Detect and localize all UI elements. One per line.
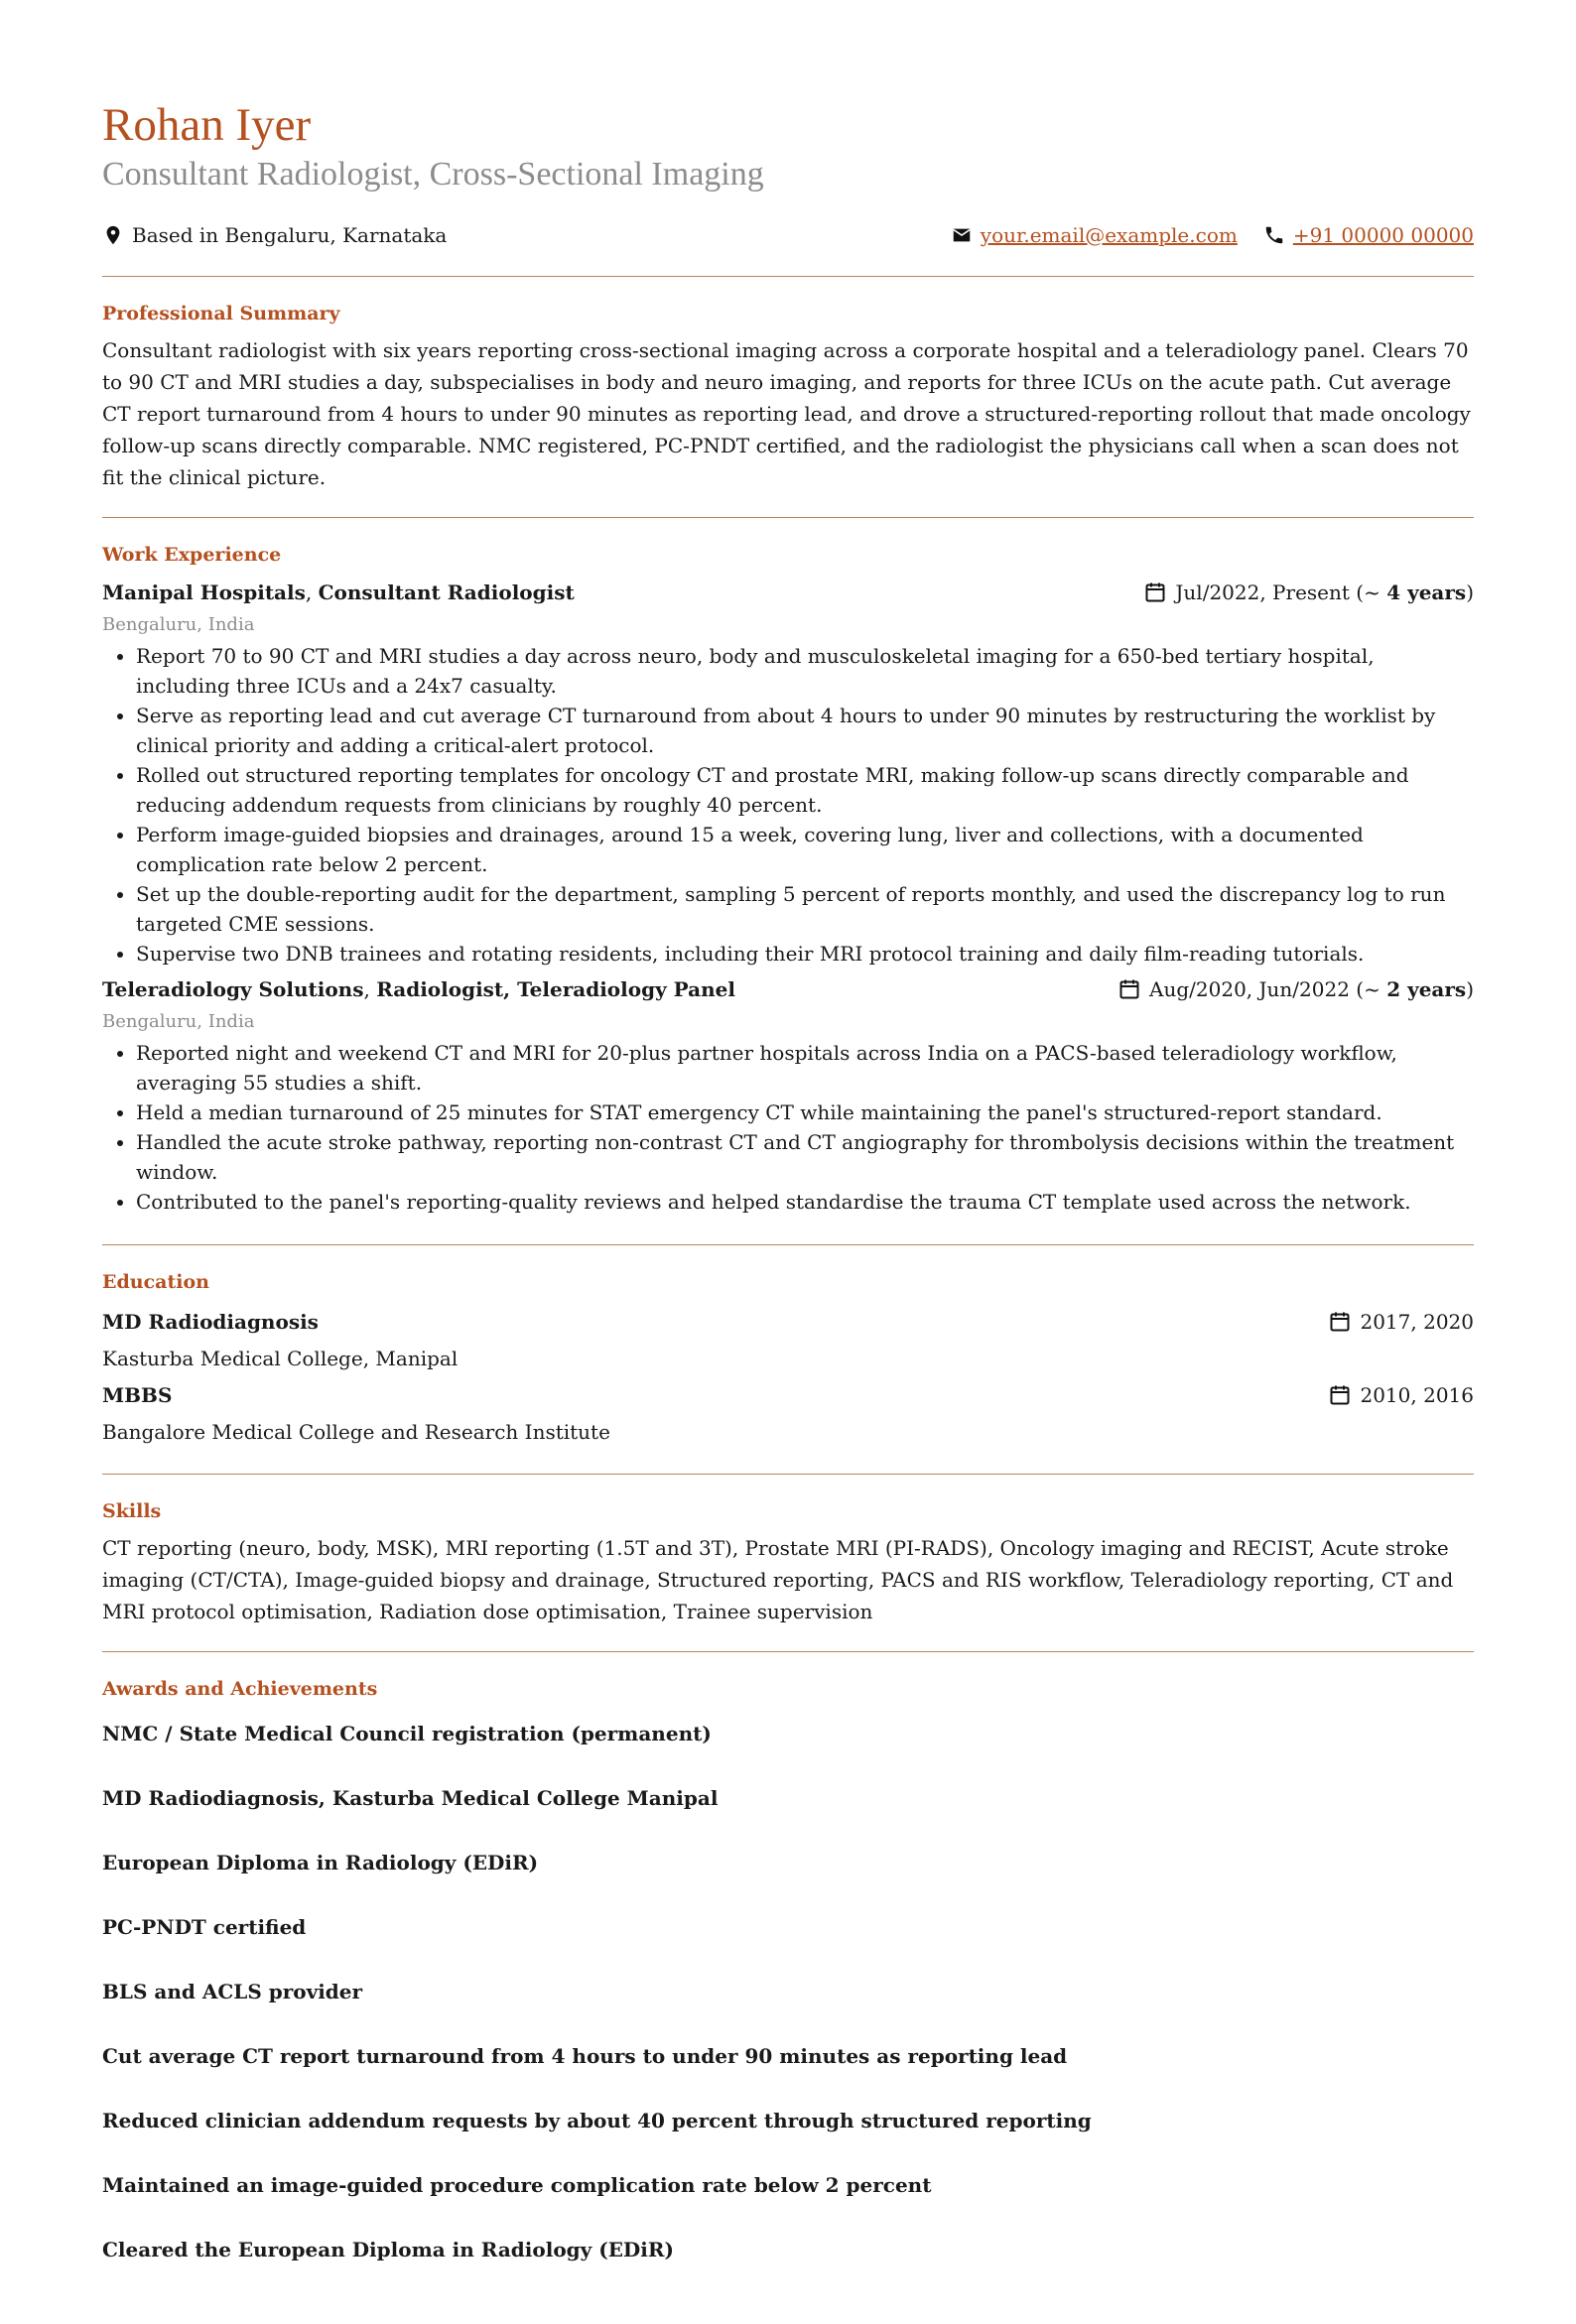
phone-icon: [1263, 224, 1285, 246]
job-bullet: • Report 70 to 90 CT and MRI studies a day across neuro, body and musculoskeletal imaging for a 650-bed tertiary hospital, including three ICUs and a 24x7 casualty.: [136, 641, 1474, 701]
job-bullet: • Supervise two DNB trainees and rotating residents, including their MRI protocol training and daily film-reading tutorials.: [136, 939, 1474, 968]
awards-heading: Awards and Achievements: [102, 1678, 378, 1700]
experience-section: [102, 518, 1474, 1244]
candidate-name: Rohan Iyer: [102, 99, 312, 151]
job-entry: [102, 972, 1474, 1217]
location: [102, 223, 447, 247]
skills-section: [102, 1475, 1474, 1651]
degree: MD Radiodiagnosis: [102, 1310, 319, 1334]
candidate-headline: Consultant Radiologist, Cross-Sectional Imaging: [102, 156, 764, 193]
job-header: [102, 576, 1474, 609]
job-bullet: • Set up the double-reporting audit for the department, sampling 5 percent of reports monthly, and used the discrepancy log to run targeted CME sessions.: [136, 879, 1474, 939]
degree: MBBS: [102, 1383, 173, 1407]
summary-text: Consultant radiologist with six years reporting cross-sectional imaging across a corporate hospital and a teleradiology panel. Clears 70 to 90 CT and MRI studies a day, subspecialises in body and neuro imaging, and reports for three ICUs on the acute path. Cut average CT report turnaround from 4 hours to under 90 minutes as reporting lead, and drove a structured-reporting rollout that made oncology follow-up scans directly comparable. NMC registered, PC-PNDT certified, and the radiologist the physicians call when a scan does not fit the clinical picture.: [102, 338, 1471, 489]
institution: Kasturba Medical College, Manipal: [102, 1347, 459, 1370]
job-entry: [102, 576, 1474, 968]
job-duration: 2 years: [1386, 977, 1467, 1001]
email-link[interactable]: your.email@example.com: [980, 223, 1238, 247]
skills-heading: Skills: [102, 1500, 162, 1522]
contact-row: [102, 220, 1474, 250]
job-bullets: [102, 641, 1474, 968]
job-company: Teleradiology Solutions: [102, 977, 364, 1001]
job-role: Radiologist, Teleradiology Panel: [376, 977, 735, 1001]
education-section: [102, 1245, 1474, 1474]
job-date-range: Jul/2022, Present (~: [1175, 581, 1380, 604]
job-dates: Aug/2020, Jun/2022 (~ 2 years ): [1117, 972, 1474, 1006]
job-duration: 4 years: [1386, 581, 1467, 604]
education-header: [102, 1376, 1474, 1414]
education-dates: [1328, 1376, 1474, 1414]
job-date-range: Aug/2020, Jun/2022 (~: [1149, 977, 1380, 1001]
job-location: Bengaluru, India: [102, 614, 255, 635]
location-text: Based in Bengaluru, Karnataka: [132, 223, 448, 247]
award-item: Cut average CT report turnaround from 4 hours to under 90 minutes as reporting lead: [102, 2044, 1068, 2068]
education-date-range: 2017, 2020: [1360, 1310, 1474, 1334]
job-dates: Jul/2022, Present (~ 4 years ): [1143, 576, 1474, 609]
education-header: [102, 1303, 1474, 1341]
calendar-icon: [1143, 581, 1167, 604]
skills-text: CT reporting (neuro, body, MSK), MRI reporting (1.5T and 3T), Prostate MRI (PI-RADS), Oncology imaging and RECIST, Acute stroke imaging (CT/CTA), Image-guided biopsy and drainage, Structured reporting, PACS and RIS workflow, Teleradiology reporting, CT and MRI protocol optimisation, Radiation dose optimisation, Trainee supervision: [102, 1536, 1454, 1623]
education-dates: [1328, 1303, 1474, 1341]
award-item: Reduced clinician addendum requests by about 40 percent through structured reporting: [102, 2109, 1092, 2132]
award-item: PC-PNDT certified: [102, 1915, 307, 1939]
education-heading: Education: [102, 1271, 209, 1293]
awards-section: [102, 1652, 1474, 2324]
award-item: Cleared the European Diploma in Radiology (EDiR): [102, 2238, 674, 2261]
contact-links: [925, 223, 1474, 247]
calendar-icon: [1117, 977, 1141, 1001]
education-entry: [102, 1376, 1474, 1450]
calendar-icon: [1328, 1310, 1352, 1334]
education-entry: [102, 1303, 1474, 1376]
phone-contact: [1263, 223, 1474, 247]
phone-link[interactable]: +91 00000 00000: [1292, 223, 1474, 247]
institution: Bangalore Medical College and Research Institute: [102, 1420, 610, 1444]
job-title: Manipal Hospitals, Consultant Radiologist: [102, 581, 575, 604]
job-bullet: • Handled the acute stroke pathway, reporting non-contrast CT and CT angiography for thrombolysis decisions within the treatment window.: [136, 1127, 1474, 1187]
summary-heading: Professional Summary: [102, 303, 340, 324]
summary-section: [102, 277, 1474, 517]
experience-heading: Work Experience: [102, 544, 282, 566]
calendar-icon: [1328, 1383, 1352, 1407]
map-pin-icon: [102, 224, 124, 246]
email-contact: [951, 223, 1238, 247]
job-bullet: • Rolled out structured reporting templates for oncology CT and prostate MRI, making follow-up scans directly comparable and reducing addendum requests from clinicians by roughly 40 percent.: [136, 760, 1474, 820]
job-bullets: [102, 1038, 1474, 1217]
job-title: Teleradiology Solutions, Radiologist, Teleradiology Panel: [102, 977, 735, 1001]
award-item: BLS and ACLS provider: [102, 1980, 363, 2003]
job-company: Manipal Hospitals: [102, 581, 306, 604]
job-bullet: • Held a median turnaround of 25 minutes for STAT emergency CT while maintaining the panel's structured-report standard.: [136, 1097, 1474, 1127]
award-item: MD Radiodiagnosis, Kasturba Medical College Manipal: [102, 1786, 719, 1810]
envelope-icon: [951, 224, 973, 246]
award-item: Maintained an image-guided procedure complication rate below 2 percent: [102, 2173, 932, 2197]
job-bullet: • Serve as reporting lead and cut average CT turnaround from about 4 hours to under 90 minutes by restructuring the worklist by clinical priority and adding a critical-alert protocol.: [136, 701, 1474, 760]
job-role: Consultant Radiologist: [318, 581, 575, 604]
award-item: NMC / State Medical Council registration (permanent): [102, 1722, 712, 1745]
job-header: [102, 972, 1474, 1006]
job-bullet: • Reported night and weekend CT and MRI for 20-plus partner hospitals across India on a PACS-based teleradiology workflow, averaging 55 studies a shift.: [136, 1038, 1474, 1097]
job-bullet: • Perform image-guided biopsies and drainages, around 15 a week, covering lung, liver and collections, with a documented complication rate below 2 percent.: [136, 820, 1474, 879]
job-bullet: • Contributed to the panel's reporting-quality reviews and helped standardise the trauma CT template used across the network.: [136, 1187, 1474, 1217]
award-item: European Diploma in Radiology (EDiR): [102, 1851, 539, 1874]
job-location: Bengaluru, India: [102, 1011, 255, 1032]
education-date-range: 2010, 2016: [1360, 1383, 1474, 1407]
